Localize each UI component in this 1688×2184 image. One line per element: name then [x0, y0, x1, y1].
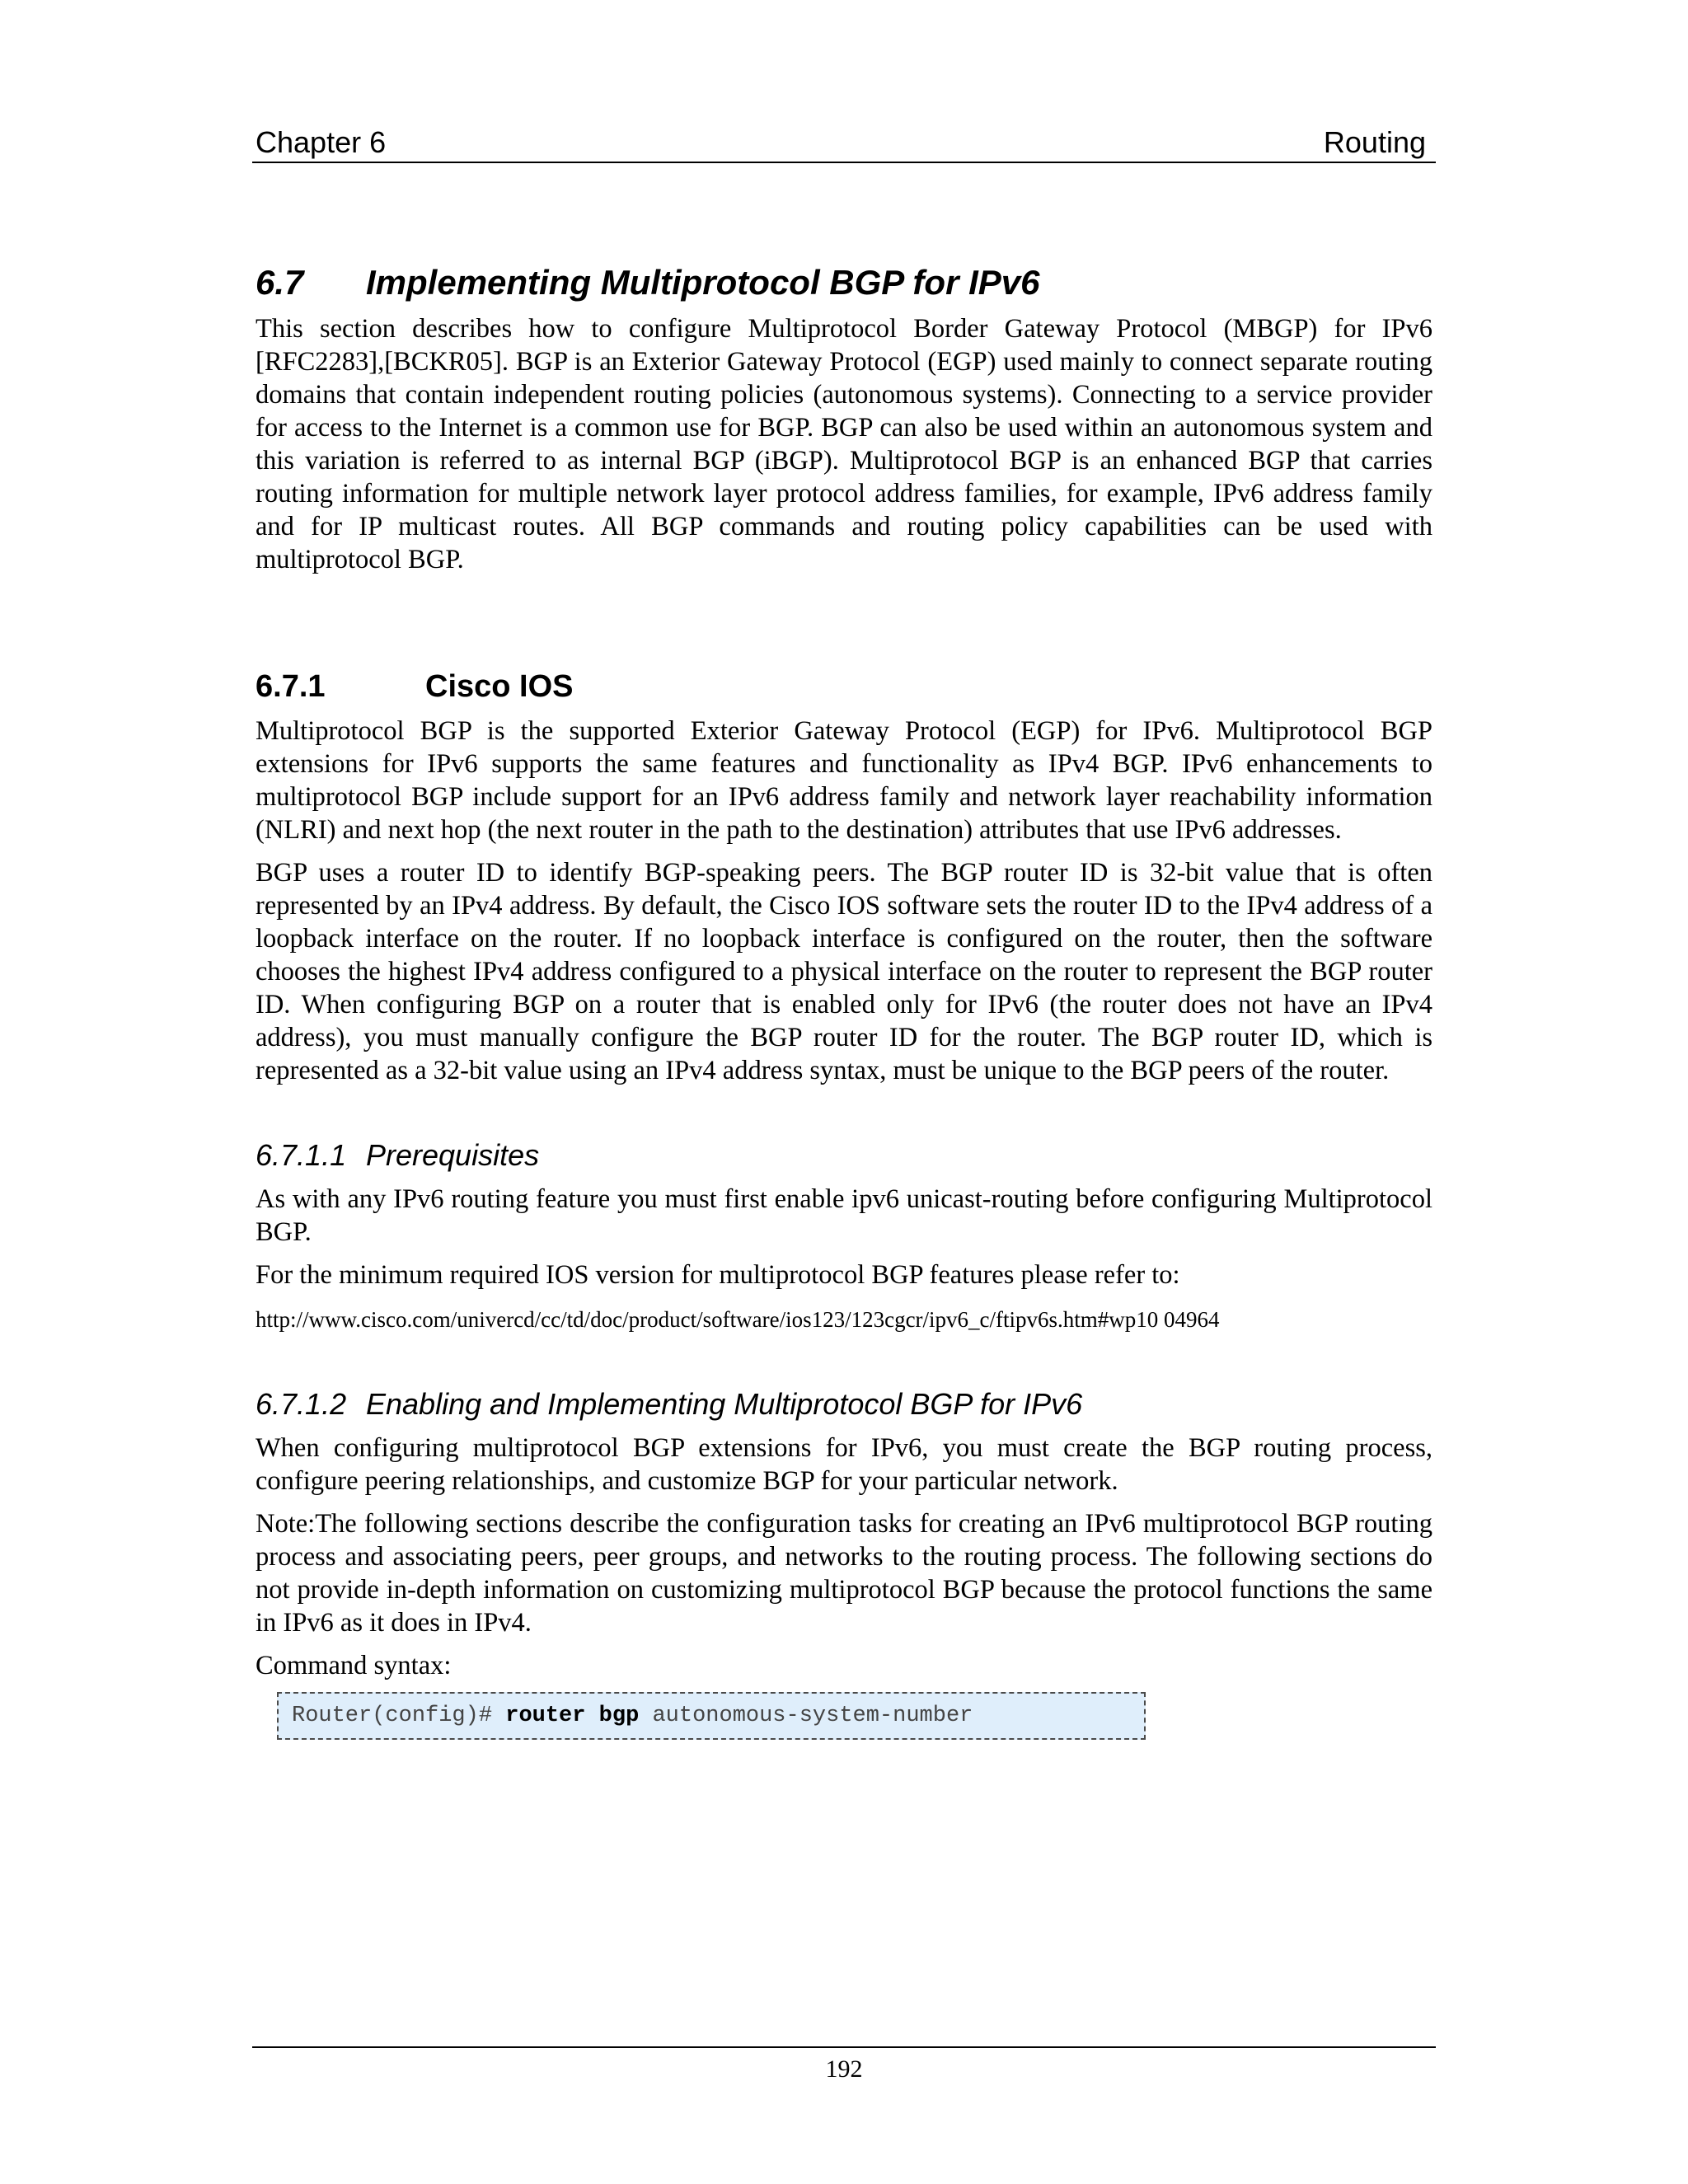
page-footer	[252, 2046, 1436, 2086]
chapter-label: Chapter 6	[256, 125, 387, 159]
body-paragraph: This section describes how to configure Multiprotocol Border Gateway Protocol (MBGP) for IPv6 [RFC2283],[BCKR05]. BGP is an Exterior Gateway Protocol (EGP) used mainly to connect separate routing domains that contain independent routing policies (autonomous systems). Connecting to a service provider for access to the Internet is a common use for BGP. BGP can also be used within an autonomous system and this variation is referred to as internal BGP (iBGP). Multiprotocol BGP is an enhanced BGP that carries routing information for multiple network layer protocol address families, for example, IPv6 address family and for IP multicast routes. All BGP commands and routing policy capabilities can be used with multiprotocol BGP.	[256, 314, 1432, 574]
code-block	[277, 1692, 1146, 1740]
page-header	[252, 124, 1436, 163]
page-number: 192	[825, 2055, 863, 2083]
reference-url: http://www.cisco.com/univercd/cc/td/doc/product/software/ios123/123cgcr/ipv6_c/ftipv6s.htm#wp10 04964	[256, 1307, 1220, 1332]
page-content	[256, 260, 1432, 1740]
section-number: 6.7.1	[256, 669, 326, 704]
section-heading-6-7-1-2	[256, 1384, 1432, 1425]
section-title: Prerequisites	[366, 1138, 540, 1172]
chapter-topic: Routing	[1323, 125, 1426, 159]
section-title: Implementing Multiprotocol BGP for IPv6	[366, 263, 1040, 302]
section-title: Cisco IOS	[425, 669, 574, 704]
section-number: 6.7	[256, 263, 304, 302]
body-paragraph: As with any IPv6 routing feature you must first enable ipv6 unicast-routing before configuring Multiprotocol BGP.	[256, 1184, 1432, 1247]
section-title: Enabling and Implementing Multiprotocol BGP for IPv6	[366, 1387, 1083, 1421]
body-paragraph: Note:The following sections describe the configuration tasks for creating an IPv6 multiprotocol BGP routing process and associating peers, peer groups, and networks to the routing process. The following sections do not provide in-depth information on customizing multiprotocol BGP because the protocol functions the same in IPv6 as it does in IPv4.	[256, 1509, 1432, 1638]
code-command: router bgp	[505, 1704, 640, 1728]
body-paragraph: Multiprotocol BGP is the supported Exterior Gateway Protocol (EGP) for IPv6. Multiprotocol BGP extensions for IPv6 supports the same features and functionality as IPv4 BGP. IPv6 enhancements to multiprotocol BGP include support for an IPv6 address family and network layer reachability information (NLRI) and next hop (the next router in the path to the destination) attributes that use IPv6 addresses.	[256, 716, 1432, 845]
section-heading-6-7-1-1	[256, 1135, 1432, 1176]
section-number: 6.7.1.2	[256, 1387, 347, 1421]
body-paragraph: When configuring multiprotocol BGP extensions for IPv6, you must create the BGP routing process, configure peering relationships, and customize BGP for your particular network.	[256, 1433, 1432, 1496]
code-prompt: Router(config)#	[292, 1704, 506, 1728]
body-paragraph: BGP uses a router ID to identify BGP-speaking peers. The BGP router ID is 32-bit value that is often represented by an IPv4 address. By default, the Cisco IOS software sets the router ID to the IPv4 address of a loopback interface on the router. If no loopback interface is configured on the router, then the software chooses the highest IPv4 address configured to a physical interface on the router to represent the BGP router ID. When configuring BGP on a router that is enabled only for IPv6 (the router does not have an IPv4 address), you must manually configure the BGP router ID for the router. The BGP router ID, which is represented as a 32-bit value using an IPv4 address syntax, must be unique to the BGP peers of the router.	[256, 858, 1432, 1085]
section-heading-6-7	[256, 260, 1432, 306]
section-heading-6-7-1	[256, 665, 1432, 708]
section-number: 6.7.1.1	[256, 1138, 347, 1172]
body-paragraph: Command syntax:	[256, 1651, 452, 1680]
body-paragraph: For the minimum required IOS version for multiprotocol BGP features please refer to:	[256, 1260, 1180, 1290]
code-argument: autonomous-system-number	[639, 1704, 973, 1728]
